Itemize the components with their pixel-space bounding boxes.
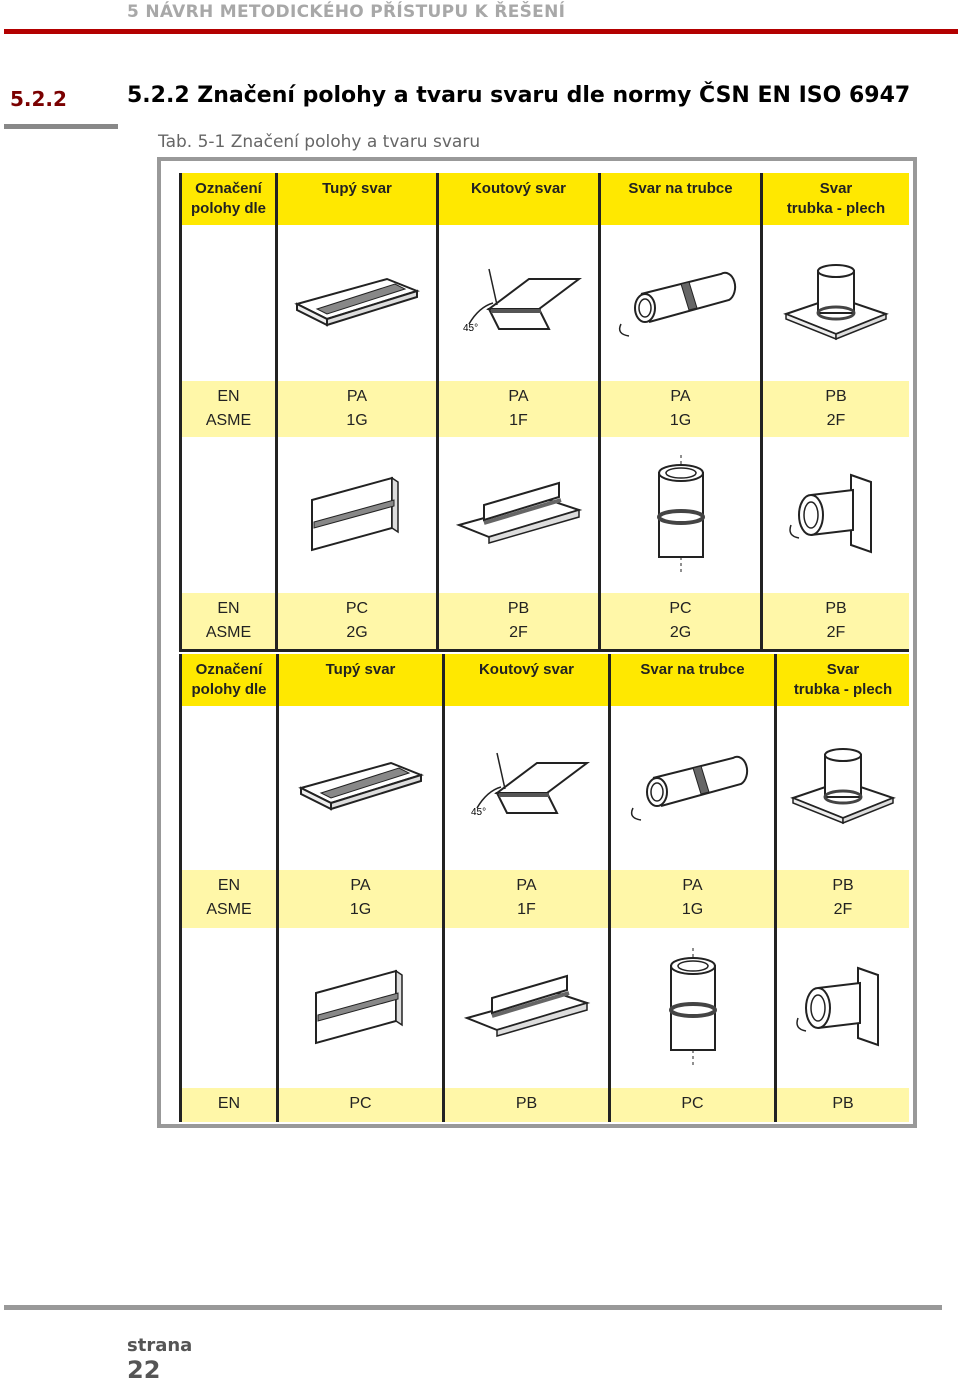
- block1-illustration-row-1: [179, 225, 909, 383]
- butt-weld-vertical-icon: [275, 437, 436, 593]
- pipe-plate-horizontal-icon: [760, 437, 909, 593]
- header-rule: [4, 29, 958, 34]
- block2-header-row: [179, 654, 909, 706]
- empty-cell: [179, 928, 276, 1088]
- header-cell: Svar na trubce: [608, 654, 774, 706]
- block2-code-row-2: [179, 1088, 909, 1122]
- butt-weld-flat-icon: [275, 225, 436, 383]
- code-cell: PB 2F: [436, 593, 598, 649]
- empty-cell: [179, 706, 276, 870]
- block1-code-row-1: [179, 381, 909, 437]
- fillet-weld-flat-icon: [442, 706, 608, 870]
- empty-cell: [179, 437, 275, 593]
- table-caption: Tab. 5-1 Značení polohy a tvaru svaru: [158, 132, 481, 152]
- code-cell: PA 1G: [598, 381, 760, 437]
- fillet-weld-horizontal-icon: [436, 437, 598, 593]
- header-cell: Koutový svar: [442, 654, 608, 706]
- code-cell: PA 1F: [436, 381, 598, 437]
- header-cell: Svar na trubce: [598, 173, 760, 225]
- code-cell: PA 1G: [276, 870, 442, 928]
- code-cell: PB 2F: [760, 381, 909, 437]
- block2-code-row-1: [179, 870, 909, 928]
- block1-code-row-2: [179, 593, 909, 649]
- empty-cell: [179, 225, 275, 383]
- code-cell: EN ASME: [179, 381, 275, 437]
- butt-weld-vertical-icon: [276, 928, 442, 1088]
- code-cell: PB: [774, 1088, 909, 1122]
- code-cell: EN: [179, 1088, 276, 1122]
- block1-header-row: [179, 173, 909, 225]
- header-cell: Tupý svar: [276, 654, 442, 706]
- code-cell: PB 2F: [774, 870, 909, 928]
- page-number: 22: [127, 1356, 161, 1384]
- weld-position-table: [157, 157, 917, 1128]
- header-cell: Označení polohy dle: [179, 173, 275, 225]
- pipe-weld-rotated-icon: [608, 706, 774, 870]
- code-cell: PA 1G: [275, 381, 436, 437]
- code-cell: PA 1F: [442, 870, 608, 928]
- chapter-title: 5 NÁVRH METODICKÉHO PŘÍSTUPU K ŘEŠENÍ: [127, 2, 566, 22]
- pipe-plate-vertical-icon: [760, 225, 909, 383]
- section-heading: 5.2.2 Značení polohy a tvaru svaru dle normy ČSN EN ISO 6947: [127, 83, 911, 108]
- fillet-weld-horizontal-icon: [442, 928, 608, 1088]
- header-cell: Koutový svar: [436, 173, 598, 225]
- block1-illustration-row-2: [179, 437, 909, 593]
- pipe-weld-vertical-icon: [608, 928, 774, 1088]
- code-cell: PC: [276, 1088, 442, 1122]
- header-cell: Svar trubka - plech: [760, 173, 909, 225]
- fillet-weld-flat-icon: [436, 225, 598, 383]
- code-cell: PC: [608, 1088, 774, 1122]
- butt-weld-flat-icon: [276, 706, 442, 870]
- code-cell: PC 2G: [598, 593, 760, 649]
- code-cell: PC 2G: [275, 593, 436, 649]
- section-number: 5.2.2: [10, 87, 67, 111]
- code-cell: PB 2F: [760, 593, 909, 649]
- code-cell: EN ASME: [179, 870, 276, 928]
- code-cell: EN ASME: [179, 593, 275, 649]
- pipe-weld-rotated-icon: [598, 225, 760, 383]
- section-rule: [4, 124, 118, 129]
- angle-label: 45°: [470, 807, 486, 818]
- block2-illustration-row-2: [179, 928, 909, 1088]
- code-cell: PA 1G: [608, 870, 774, 928]
- header-cell: Označení polohy dle: [179, 654, 276, 706]
- pipe-plate-horizontal-icon: [774, 928, 909, 1088]
- page-label: strana: [127, 1335, 193, 1356]
- pipe-plate-vertical-icon: [774, 706, 909, 870]
- block2-illustration-row-1: [179, 706, 909, 870]
- footer-rule: [4, 1305, 942, 1310]
- angle-label: 45°: [462, 323, 478, 334]
- pipe-weld-vertical-icon: [598, 437, 760, 593]
- header-cell: Tupý svar: [275, 173, 436, 225]
- code-cell: PB: [442, 1088, 608, 1122]
- header-cell: Svar trubka - plech: [774, 654, 909, 706]
